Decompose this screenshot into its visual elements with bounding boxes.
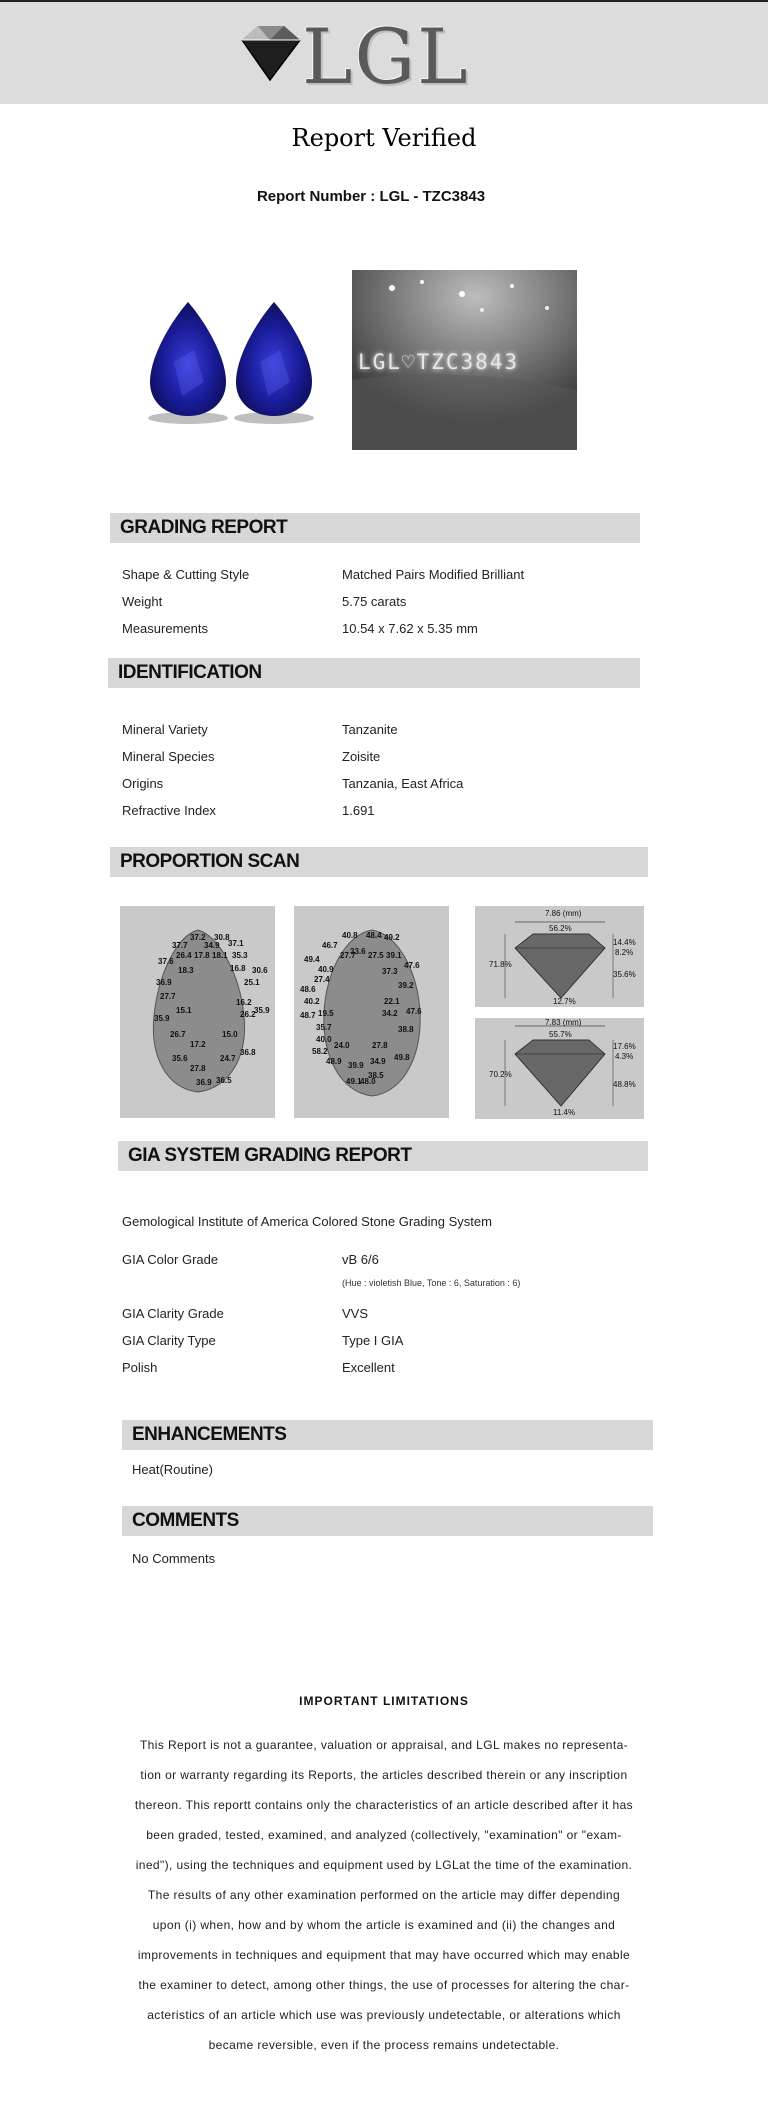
proportion-value: 35.3 bbox=[232, 951, 248, 960]
grading-label-weight: Weight bbox=[122, 594, 163, 609]
proportion-value: 18.3 bbox=[178, 966, 194, 975]
proportion-value: 49.1 bbox=[346, 1077, 362, 1086]
logo-text: LGL bbox=[302, 12, 470, 101]
proportion-value: 18.1 bbox=[212, 951, 228, 960]
proportion-value: 48.0 bbox=[360, 1077, 376, 1086]
profile-bottom-culet: 11.4% bbox=[553, 1108, 576, 1117]
proportion-value: 27.8 bbox=[372, 1041, 388, 1050]
proportion-value: 27.8 bbox=[190, 1064, 206, 1073]
profile-bottom-depth: 70.2% bbox=[489, 1070, 512, 1079]
proportion-scan-top-view bbox=[120, 906, 275, 1118]
limitations-line: acteristics of an article which use was previously undetectable, or alterations which bbox=[147, 2008, 621, 2022]
gia-report-heading: GIA SYSTEM GRADING REPORT bbox=[118, 1141, 648, 1171]
gia-label-clarity-type: GIA Clarity Type bbox=[122, 1333, 216, 1348]
grading-label-measurements: Measurements bbox=[122, 621, 208, 636]
proportion-value: 39.9 bbox=[348, 1061, 364, 1070]
proportion-value: 48.7 bbox=[300, 1011, 316, 1020]
proportion-value: 36.5 bbox=[216, 1076, 232, 1085]
profile-top-crown: 14.4% bbox=[613, 938, 636, 947]
proportion-value: 37.6 bbox=[158, 957, 174, 966]
proportion-value: 19.5 bbox=[318, 1009, 334, 1018]
proportion-value: 26.2 bbox=[240, 1010, 256, 1019]
proportion-value: 48.4 bbox=[366, 931, 382, 940]
profile-bottom-crown: 17.6% bbox=[613, 1042, 636, 1051]
proportion-value: 22.1 bbox=[384, 997, 400, 1006]
gia-color-note: (Hue : violetish Blue, Tone : 6, Saturation : 6) bbox=[342, 1278, 521, 1288]
proportion-value: 46.7 bbox=[322, 941, 338, 950]
proportion-scan-heading: PROPORTION SCAN bbox=[110, 847, 648, 877]
grading-value-measurements: 10.54 x 7.62 x 5.35 mm bbox=[342, 621, 478, 636]
limitations-line: the examiner to detect, among other things, the use of processes for altering the char- bbox=[138, 1978, 630, 1992]
limitations-line: thereon. This reportt contains only the characteristics of an article described after it has bbox=[134, 1798, 634, 1812]
proportion-value: 49.8 bbox=[394, 1053, 410, 1062]
identification-value-ri: 1.691 bbox=[342, 803, 375, 818]
proportion-value: 38.5 bbox=[368, 1071, 384, 1080]
lgl-logo[interactable] bbox=[232, 12, 492, 101]
proportion-value: 39.2 bbox=[398, 981, 414, 990]
enhancements-heading: ENHANCEMENTS bbox=[122, 1420, 653, 1450]
proportion-value: 27.7 bbox=[160, 992, 176, 1001]
proportion-value: 40.0 bbox=[316, 1035, 332, 1044]
inscription-photo bbox=[352, 270, 577, 450]
gia-value-clarity-grade: VVS bbox=[342, 1306, 369, 1321]
profile-bottom-girdle: 4.3% bbox=[615, 1052, 634, 1061]
proportion-value: 58.2 bbox=[312, 1047, 328, 1056]
limitations-line: tion or warranty regarding its Reports, the articles described therein or any inscription bbox=[140, 1768, 628, 1782]
gia-intro: Gemological Institute of America Colored Stone Grading System bbox=[122, 1214, 492, 1229]
page-title: Report Verified bbox=[291, 124, 477, 152]
proportion-value: 25.1 bbox=[244, 978, 260, 987]
profile-top-table: 56.2% bbox=[549, 924, 572, 933]
identification-label-ri: Refractive Index bbox=[122, 803, 216, 818]
proportion-value: 49.4 bbox=[304, 955, 320, 964]
profile-bottom-width: 7.83 (mm) bbox=[545, 1018, 582, 1027]
limitations-heading: IMPORTANT LIMITATIONS bbox=[299, 1694, 469, 1708]
profile-top-width: 7.86 (mm) bbox=[545, 909, 582, 918]
identification-value-species: Zoisite bbox=[342, 749, 381, 764]
proportion-value: 39.1 bbox=[386, 951, 402, 960]
limitations-line: improvements in techniques and equipment that may have occurred which may enable bbox=[137, 1948, 631, 1962]
header-banner bbox=[0, 2, 768, 104]
grading-value-weight: 5.75 carats bbox=[342, 594, 407, 609]
proportion-value: 24.0 bbox=[334, 1041, 350, 1050]
limitations-line: ined"), using the techniques and equipment used by LGLat the time of the examination. bbox=[135, 1858, 633, 1872]
profile-top-depth: 71.8% bbox=[489, 960, 512, 969]
gia-label-color: GIA Color Grade bbox=[122, 1252, 219, 1267]
profile-top-pavilion: 35.6% bbox=[613, 970, 636, 979]
gemstone-pair-image bbox=[134, 272, 326, 460]
gia-value-polish: Excellent bbox=[342, 1360, 395, 1375]
proportion-value: 48.9 bbox=[326, 1057, 342, 1066]
comments-heading: COMMENTS bbox=[122, 1506, 653, 1536]
proportion-value: 36.9 bbox=[196, 1078, 212, 1087]
proportion-value: 15.0 bbox=[222, 1030, 238, 1039]
proportion-value: 27.4 bbox=[314, 975, 330, 984]
proportion-value: 35.9 bbox=[254, 1006, 270, 1015]
grading-value-shape: Matched Pairs Modified Brilliant bbox=[342, 567, 525, 582]
identification-heading: IDENTIFICATION bbox=[108, 658, 640, 688]
proportion-value: 17.8 bbox=[194, 951, 210, 960]
limitations-line: The results of any other examination performed on the article may differ depending bbox=[147, 1888, 621, 1902]
gemstone-photo bbox=[134, 272, 326, 460]
proportion-value: 48.6 bbox=[300, 985, 316, 994]
proportion-value: 34.9 bbox=[204, 941, 220, 950]
proportion-value: 26.4 bbox=[176, 951, 192, 960]
proportion-value: 35.9 bbox=[154, 1014, 170, 1023]
proportion-value: 30.6 bbox=[252, 966, 268, 975]
proportion-value: 24.7 bbox=[220, 1054, 236, 1063]
proportion-value: 47.6 bbox=[404, 961, 420, 970]
report-number: Report Number : LGL - TZC3843 bbox=[256, 188, 486, 205]
comments-text: No Comments bbox=[132, 1551, 216, 1566]
proportion-value: 35.7 bbox=[316, 1023, 332, 1032]
profile-bottom-table: 55.7% bbox=[549, 1030, 572, 1039]
proportion-value: 35.6 bbox=[172, 1054, 188, 1063]
identification-value-origins: Tanzania, East Africa bbox=[342, 776, 464, 791]
limitations-line: became reversible, even if the process remains undetectable. bbox=[208, 2038, 560, 2052]
profile-view-bottom bbox=[475, 1018, 644, 1119]
proportion-value: 27.7 bbox=[340, 951, 356, 960]
limitations-line: upon (i) when, how and by whom the article is examined and (ii) the changes and bbox=[152, 1918, 616, 1932]
grading-report-heading: GRADING REPORT bbox=[110, 513, 640, 543]
proportion-value: 16.8 bbox=[230, 964, 246, 973]
gia-label-polish: Polish bbox=[122, 1360, 158, 1375]
identification-value-variety: Tanzanite bbox=[342, 722, 398, 737]
proportion-value: 47.6 bbox=[406, 1007, 422, 1016]
proportion-value: 26.7 bbox=[170, 1030, 186, 1039]
proportion-value: 37.3 bbox=[382, 967, 398, 976]
proportion-value: 40.2 bbox=[304, 997, 320, 1006]
limitations-line: This Report is not a guarantee, valuation or appraisal, and LGL makes no representa- bbox=[139, 1738, 629, 1752]
proportion-value: 27.5 bbox=[368, 951, 384, 960]
proportion-value: 40.9 bbox=[318, 965, 334, 974]
proportion-value: 15.1 bbox=[176, 1006, 192, 1015]
proportion-value: 36.9 bbox=[156, 978, 172, 987]
limitations-line: been graded, tested, examined, and analyzed (collectively, "examination" or "exam- bbox=[146, 1828, 622, 1842]
proportion-value: 36.8 bbox=[240, 1048, 256, 1057]
proportion-value: 30.8 bbox=[214, 933, 230, 942]
proportion-value: 16.2 bbox=[236, 998, 252, 1007]
proportion-value: 37.2 bbox=[190, 933, 206, 942]
proportion-value: 38.8 bbox=[398, 1025, 414, 1034]
identification-label-variety: Mineral Variety bbox=[122, 722, 208, 737]
proportion-value: 49.2 bbox=[384, 933, 400, 942]
proportion-value: 17.2 bbox=[190, 1040, 206, 1049]
laser-inscription: LGL♡TZC3843 bbox=[358, 350, 520, 374]
proportion-value: 37.7 bbox=[172, 941, 188, 950]
proportion-scan-bottom-view bbox=[294, 906, 449, 1118]
grading-label-shape: Shape & Cutting Style bbox=[122, 567, 250, 582]
gia-value-clarity-type: Type I GIA bbox=[342, 1333, 404, 1348]
diamond-logo-icon bbox=[234, 22, 306, 84]
gia-label-clarity-grade: GIA Clarity Grade bbox=[122, 1306, 224, 1321]
enhancements-text: Heat(Routine) bbox=[132, 1462, 213, 1477]
profile-top-culet: 12.7% bbox=[553, 997, 576, 1006]
proportion-value: 33.6 bbox=[350, 947, 366, 956]
proportion-value: 37.1 bbox=[228, 939, 244, 948]
profile-top-girdle: 8.2% bbox=[615, 948, 634, 957]
proportion-value: 40.8 bbox=[342, 931, 358, 940]
profile-view-top bbox=[475, 906, 644, 1007]
profile-bottom-pavilion: 48.8% bbox=[613, 1080, 636, 1089]
proportion-value: 34.9 bbox=[370, 1057, 386, 1066]
proportion-value: 34.2 bbox=[382, 1009, 398, 1018]
gia-value-color: vB 6/6 bbox=[342, 1252, 379, 1267]
identification-label-origins: Origins bbox=[122, 776, 164, 791]
identification-label-species: Mineral Species bbox=[122, 749, 215, 764]
